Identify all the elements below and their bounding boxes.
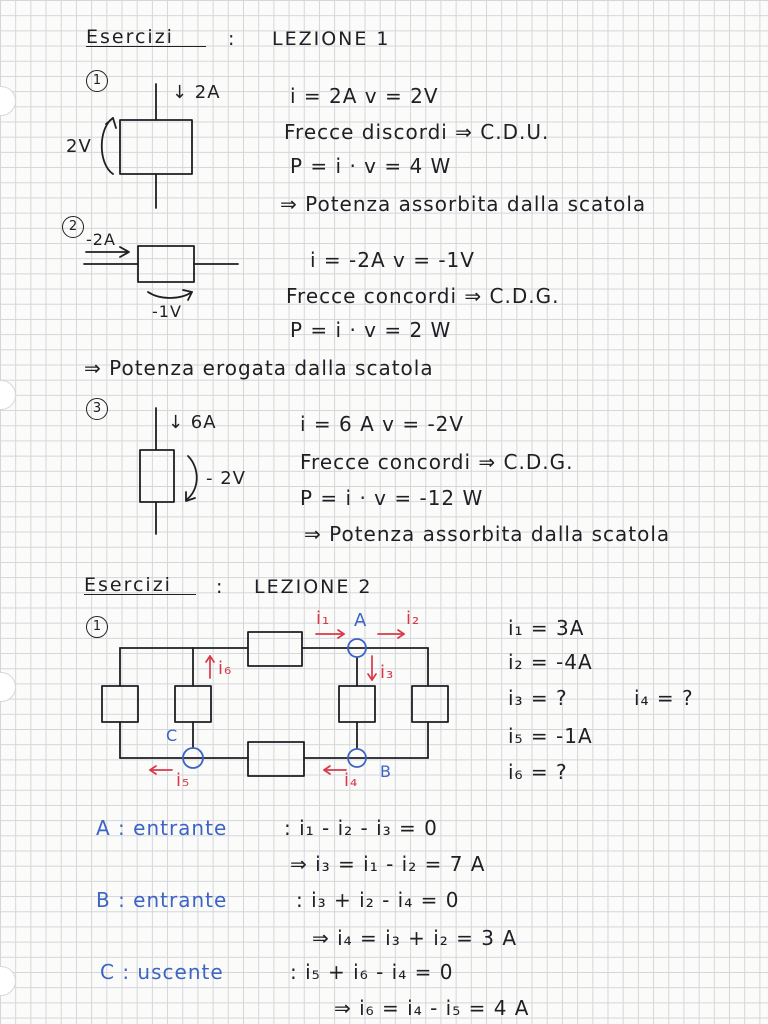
given-i6: i₆ = ? xyxy=(508,760,568,784)
ex2-line3: P = i · v = 2 W xyxy=(290,318,452,342)
ex2-component xyxy=(84,246,238,300)
ex1-voltage-label: 2V xyxy=(66,136,92,157)
node-label-b: B xyxy=(380,762,392,781)
node-a-label: A : entrante xyxy=(96,816,228,840)
current-label-i6: i₆ xyxy=(218,658,233,679)
current-label-i3: i₃ xyxy=(380,662,395,683)
section2-title-right: LEZIONE 2 xyxy=(254,576,373,598)
ex3-component xyxy=(140,408,197,534)
node-a-result: ⇒ i₃ = i₁ - i₂ = 7 A xyxy=(290,852,486,876)
node-b-result: ⇒ i₄ = i₃ + i₂ = 3 A xyxy=(312,926,518,950)
section2-colon: : xyxy=(216,576,225,598)
given-i3: i₃ = ? xyxy=(508,686,568,710)
arrow-i6 xyxy=(206,656,214,678)
exercise-number: 2 xyxy=(62,216,84,238)
ex1-line3: P = i · v = 4 W xyxy=(290,154,452,178)
ex2-line4: ⇒ Potenza erogata dalla scatola xyxy=(84,356,434,380)
ex1-component xyxy=(102,84,192,208)
section1-title-right: LEZIONE 1 xyxy=(272,28,391,50)
arrow-i4 xyxy=(324,766,346,774)
node-c-result: ⇒ i₆ = i₄ - i₅ = 4 A xyxy=(334,996,530,1020)
ex1-line4: ⇒ Potenza assorbita dalla scatola xyxy=(280,192,647,216)
ex2-line1: i = -2A v = -1V xyxy=(310,248,475,272)
lesson2-circuit xyxy=(102,632,448,776)
current-label-i1: i₁ xyxy=(316,608,331,629)
current-label-i4: i₄ xyxy=(344,770,359,791)
ex3-line1: i = 6 A v = -2V xyxy=(300,412,465,436)
exercise-number: 1 xyxy=(86,70,108,92)
node-b-equation: : i₃ + i₂ - i₄ = 0 xyxy=(296,888,460,912)
arrow-i5 xyxy=(150,766,172,774)
ex2-voltage-label: -1V xyxy=(152,302,182,321)
node-a-equation: : i₁ - i₂ - i₃ = 0 xyxy=(284,816,438,840)
ex3-line2: Frecce concordi ⇒ C.D.G. xyxy=(300,450,574,474)
ex2-line2: Frecce concordi ⇒ C.D.G. xyxy=(286,284,560,308)
ex1-current-label: ↓ 2A xyxy=(172,82,221,103)
given-i2: i₂ = -4A xyxy=(508,650,593,674)
ex3-line4: ⇒ Potenza assorbita dalla scatola xyxy=(304,522,671,546)
section2-title-left: Esercizi xyxy=(84,574,172,596)
given-i5: i₅ = -1A xyxy=(508,724,593,748)
ex1-line2: Frecce discordi ⇒ C.D.U. xyxy=(284,120,550,144)
exercise-number: 3 xyxy=(86,398,108,420)
section1-colon: : xyxy=(228,28,237,50)
node-c-equation: : i₅ + i₆ - i₄ = 0 xyxy=(290,960,454,984)
ex2-current-label: -2A xyxy=(86,230,116,249)
section1-title-left: Esercizi xyxy=(86,26,174,48)
current-label-i5: i₅ xyxy=(176,770,191,791)
node-b-label: B : entrante xyxy=(96,888,228,912)
node-c-label: C : uscente xyxy=(100,960,224,984)
node-label-c: C xyxy=(166,726,179,745)
ex3-current-label: ↓ 6A xyxy=(168,412,217,433)
ex3-line3: P = i · v = -12 W xyxy=(300,486,484,510)
given-i1: i₁ = 3A xyxy=(508,616,585,640)
ex1-line1: i = 2A v = 2V xyxy=(290,84,439,108)
arrow-i2 xyxy=(378,630,404,638)
given-i4: i₄ = ? xyxy=(634,686,694,710)
current-label-i2: i₂ xyxy=(406,608,421,629)
exercise-number: 1 xyxy=(86,616,108,638)
arrow-i3 xyxy=(368,656,376,680)
node-label-a: A xyxy=(354,610,368,631)
ex3-voltage-label: - 2V xyxy=(206,468,246,489)
arrow-i1 xyxy=(316,630,344,638)
